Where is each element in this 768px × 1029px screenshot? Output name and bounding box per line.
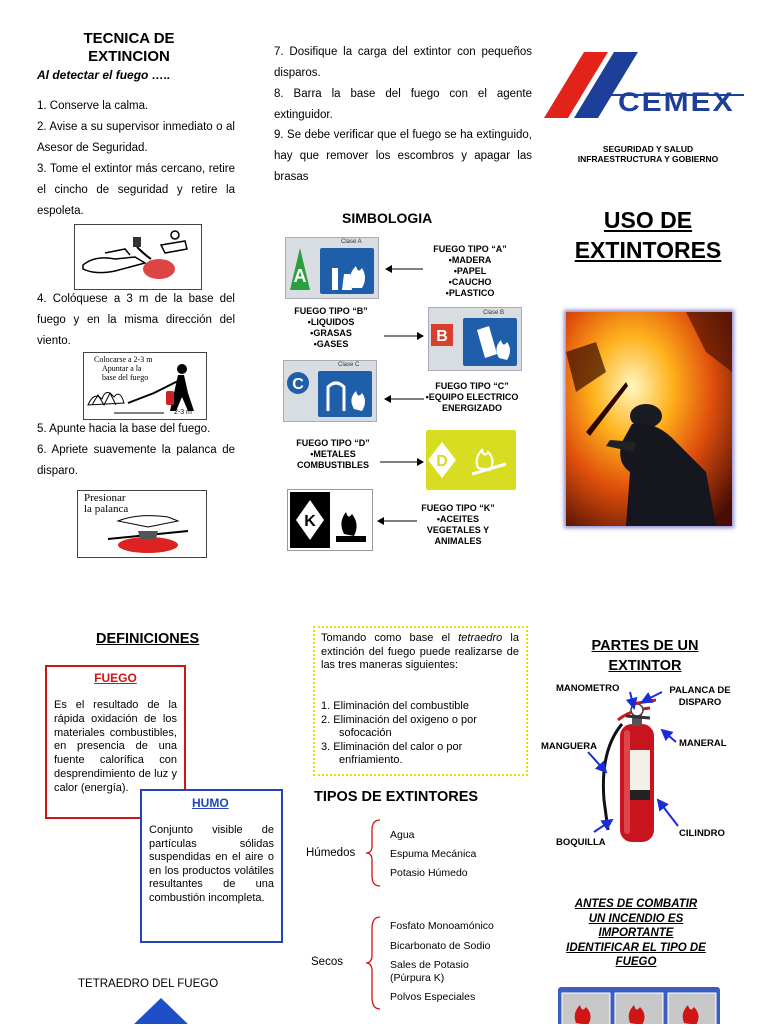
svg-text:A: A	[293, 266, 307, 286]
main-title-line2: EXTINTORES	[574, 237, 722, 263]
class-c-title: FUEGO TIPO “C”	[435, 381, 509, 391]
partes-title-line1: PARTES DE UN	[591, 638, 699, 654]
lever-text-line2: la palanca	[84, 503, 129, 515]
org-name	[556, 144, 740, 164]
fuego-title: FUEGO	[94, 671, 137, 685]
step-1: 1. Conserve la calma.	[37, 100, 149, 112]
class-a-item-4: •PLASTICO	[445, 288, 495, 298]
class-b-item-1: •LIQUIDOS	[307, 317, 355, 327]
col1-title	[70, 30, 188, 66]
label-maneral: MANERAL	[679, 738, 727, 749]
aim-base-illustration	[83, 352, 207, 420]
class-c-label: Clase C	[338, 362, 360, 368]
step-8: 8. Barra la base del fuego con el agente extinguidor.	[274, 88, 532, 121]
humedos-brace-icon	[366, 818, 382, 888]
class-d-sign	[426, 430, 516, 490]
class-a-item-3: •CAUCHO	[448, 277, 492, 287]
step-5: 5. Apunte hacia la base del fuego.	[37, 423, 211, 435]
humo-text: Conjunto visible de partículas sólidas suspendidas en el aire o en los productos volátiles resultantes de una combustión incompleta.	[149, 824, 274, 904]
method-2: 2. Eliminación del oxigeno o por sofocación	[321, 713, 477, 739]
cemex-logo-text: CEMEX	[618, 87, 735, 118]
class-d-item-2: COMBUSTIBLES	[297, 460, 369, 470]
class-k-sign	[287, 489, 373, 551]
class-b-item-3: •GASES	[313, 339, 349, 349]
intro-a: Tomando como base el	[321, 632, 459, 644]
aim-text-line2: Apuntar a la	[102, 364, 142, 373]
secos-item-2: Bicarbonato de Sodio	[390, 939, 491, 952]
definiciones-title: DEFINICIONES	[96, 631, 200, 647]
intro-b: tetraedro	[458, 632, 503, 644]
method-3: 3. Eliminación del calor o por enfriamiento.	[321, 740, 463, 766]
class-b-item-2: •GRASAS	[310, 328, 352, 338]
secos-label: Secos	[311, 956, 343, 968]
svg-text:D: D	[436, 453, 448, 470]
label-manguera: MANGUERA	[541, 741, 597, 752]
class-k-title: FUEGO TIPO “K”	[421, 503, 495, 513]
lever-text-line1: Presionar	[84, 492, 126, 504]
humedos-item-2: Espuma Mecánica	[390, 848, 477, 860]
class-a-item-1: •MADERA	[448, 255, 492, 265]
tetraedro-note-box	[313, 626, 528, 776]
class-b-title: FUEGO TIPO “B”	[294, 306, 368, 316]
humedos-list	[390, 826, 476, 883]
fuego-text: Es el resultado de la rápida oxidación de los materiales combustibles, en presencia de una fuente calorífica con desprendimiento de luz y calor (energía).	[54, 699, 177, 794]
step-3: 3. Tome el extintor más cercano, retire el cincho de seguridad y retire la espoleta.	[37, 163, 235, 217]
pull-pin-illustration	[74, 224, 202, 290]
aim-text-line3: base del fuego	[102, 373, 149, 382]
step-7: 7. Dosifique la carga del extintor con pequeños disparos.	[274, 46, 532, 79]
tetraedro-title: TETRAEDRO DEL FUEGO	[78, 978, 219, 990]
label-cilindro: CILINDRO	[679, 828, 725, 839]
secos-item-4: Polvos Especiales	[390, 991, 476, 1003]
humedos-item-1: Agua	[390, 829, 415, 841]
step-9: 9. Se debe verificar que el fuego se ha extinguido, hay que remover los escombros y apagar las brasas	[274, 129, 532, 183]
org-line1: SEGURIDAD Y SALUD	[602, 144, 694, 154]
class-b-desc	[288, 306, 374, 350]
secos-brace-icon	[366, 915, 382, 1011]
class-k-desc	[410, 503, 506, 547]
class-c-sign	[283, 360, 377, 422]
col1-title-line1: TECNICA DE	[83, 30, 175, 47]
humo-title: HUMO	[192, 796, 229, 810]
secos-list	[390, 920, 494, 1004]
cemex-logo	[544, 50, 748, 122]
method-1: 1. Eliminación del combustible	[321, 700, 469, 712]
main-title	[556, 205, 740, 265]
label-arrows	[540, 680, 768, 850]
class-k-item-2: VEGETALES Y	[426, 525, 490, 535]
label-palanca-line1: PALANCA DE	[669, 685, 731, 696]
fire-class-strip	[558, 987, 720, 1024]
class-a-title: FUEGO TIPO “A”	[433, 244, 507, 254]
class-c-item-1: •EQUIPO ELECTRICO	[425, 392, 519, 402]
tetrahedron-icon	[126, 996, 196, 1024]
firefighter-photo	[566, 312, 732, 526]
tipos-title: TIPOS DE EXTINTORES	[314, 789, 479, 805]
class-d-desc	[288, 438, 378, 471]
col1-title-line2: EXTINCION	[88, 48, 170, 65]
antes-note: ANTES DE COMBATIR UN INCENDIO ES IMPORTANTE IDENTIFICAR EL TIPO DE FUEGO	[566, 898, 706, 968]
arrow-right-d-icon	[380, 457, 424, 467]
class-b-label: Clase B	[483, 310, 505, 316]
label-manometro: MANOMETRO	[556, 683, 620, 694]
class-b-sign	[428, 307, 522, 371]
label-boquilla: BOQUILLA	[556, 837, 606, 848]
col1-subtitle: Al detectar el fuego …..	[37, 68, 171, 82]
svg-text:K: K	[304, 513, 316, 530]
class-a-desc	[418, 244, 522, 299]
class-a-label: Clase A	[341, 239, 362, 245]
step-2: 2. Avise a su supervisor inmediato o al Asesor de Seguridad.	[37, 121, 235, 154]
class-k-item-3: ANIMALES	[434, 536, 482, 546]
class-d-item-1: •METALES	[310, 449, 356, 459]
aim-text-line1: Colocarse a 2-3 m	[94, 355, 153, 364]
class-a-sign	[285, 237, 379, 299]
tetraedro-note-intro	[321, 632, 519, 673]
class-k-item-1: •ACEITES	[436, 514, 480, 524]
class-c-item-2: ENERGIZADO	[441, 403, 502, 413]
class-c-desc	[418, 381, 526, 414]
partes-title	[560, 636, 730, 676]
humo-box	[140, 789, 283, 943]
class-d-title: FUEGO TIPO “D”	[296, 438, 370, 448]
svg-text:C: C	[292, 376, 304, 393]
secos-item-1: Fosfato Monoamónico	[390, 920, 494, 932]
secos-item-3: Sales de Potasio (Púrpura K)	[390, 959, 469, 984]
main-title-line1: USO DE	[603, 207, 693, 233]
partes-title-line2: EXTINTOR	[608, 658, 682, 674]
org-line2: INFRAESTRUCTURA Y GOBIERNO	[577, 154, 719, 164]
humedos-item-3: Potasio Húmedo	[390, 867, 468, 879]
svg-text:B: B	[436, 328, 448, 345]
humedos-label: Húmedos	[306, 847, 356, 859]
arrow-right-b-icon	[384, 331, 424, 341]
step-6: 6. Apriete suavemente la palanca de disparo.	[37, 444, 235, 477]
label-palanca-line2: DISPARO	[678, 697, 722, 708]
simbologia-title: SIMBOLOGIA	[342, 210, 433, 226]
aim-distance: 2-3 m	[174, 409, 192, 416]
press-lever-illustration	[77, 490, 207, 558]
methods-list	[321, 700, 521, 768]
class-a-item-2: •PAPEL	[453, 266, 487, 276]
step-4: 4. Colóquese a 3 m de la base del fuego y en la misma dirección del viento.	[37, 293, 235, 347]
intro-c: la extinción del fuego puede realizarse de las tres maneras siguientes:	[321, 632, 519, 671]
